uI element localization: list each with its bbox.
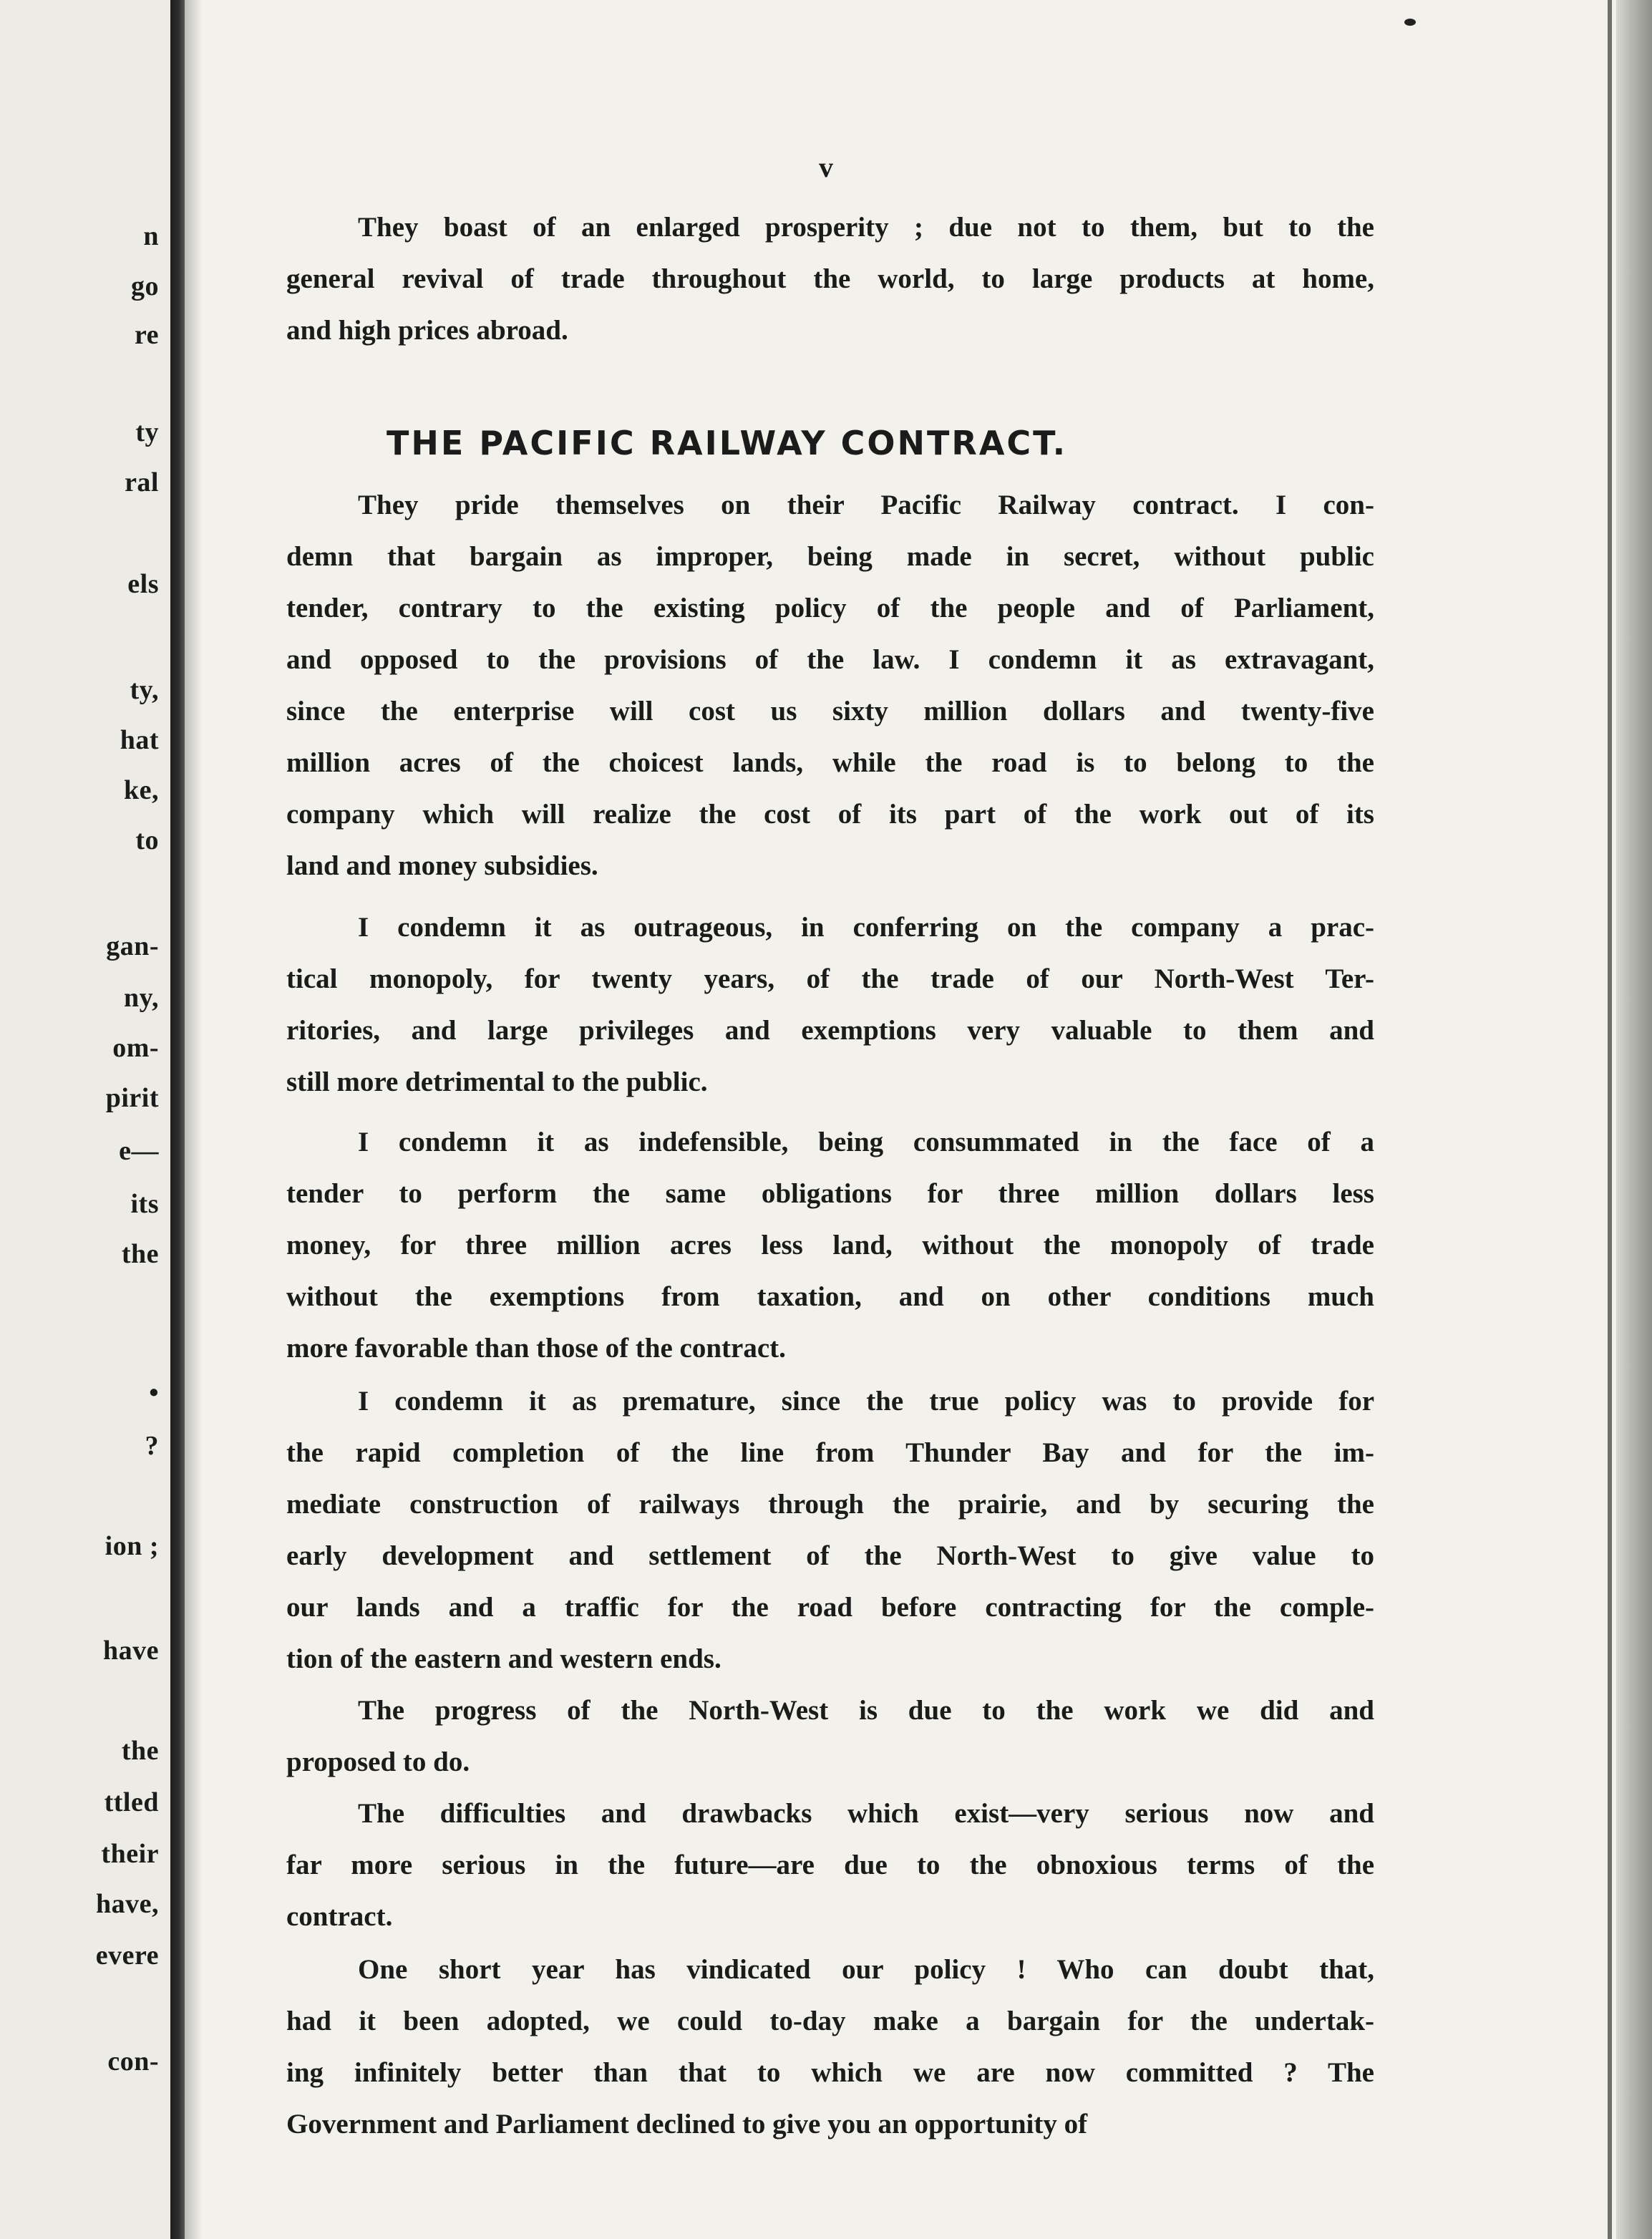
text-line: had it been adopted, we could to-day make a bargain for the undertak- bbox=[286, 2006, 1374, 2036]
left-facing-page bbox=[0, 0, 170, 2239]
left-page-fragment: go bbox=[131, 271, 159, 301]
text-line: our lands and a traffic for the road before contracting for the comple- bbox=[286, 1592, 1374, 1623]
left-page-fragment: ty bbox=[135, 417, 159, 447]
text-line: I condemn it as outrageous, in conferring on the company a prac- bbox=[358, 912, 1374, 943]
text-line: land and money subsidies. bbox=[286, 850, 598, 881]
left-page-fragment: have, bbox=[96, 1889, 159, 1919]
gutter-shadow bbox=[185, 0, 202, 2239]
left-page-fragment: ral bbox=[125, 467, 159, 497]
left-page-fragment: ion ; bbox=[105, 1531, 159, 1561]
text-line: and high prices abroad. bbox=[286, 315, 568, 346]
text-line: The progress of the North-West is due to the work we did and bbox=[358, 1695, 1374, 1726]
left-page-fragment: e— bbox=[119, 1136, 159, 1166]
left-page-fragment: to bbox=[135, 825, 159, 855]
page-number: v bbox=[819, 151, 833, 183]
text-line: still more detrimental to the public. bbox=[286, 1067, 708, 1097]
text-line: and opposed to the provisions of the law. I condemn it as extravagant, bbox=[286, 644, 1374, 675]
book-gutter bbox=[170, 0, 185, 2239]
text-line: mediate construction of railways through the prairie, and by securing the bbox=[286, 1489, 1374, 1520]
text-line: One short year has vindicated our policy ! Who can doubt that, bbox=[358, 1954, 1374, 1985]
left-page-fragment: its bbox=[130, 1189, 159, 1219]
text-line: I condemn it as indefensible, being consummated in the face of a bbox=[358, 1127, 1374, 1157]
left-page-fragment: have bbox=[103, 1636, 159, 1666]
text-line: ritories, and large privileges and exemptions very valuable to them and bbox=[286, 1015, 1374, 1046]
left-page-fragment: re bbox=[134, 320, 159, 350]
section-heading: THE PACIFIC RAILWAY CONTRACT. bbox=[387, 424, 1068, 462]
text-line: They pride themselves on their Pacific Railway contract. I con- bbox=[358, 490, 1374, 520]
text-line: They boast of an enlarged prosperity ; due not to them, but to the bbox=[358, 212, 1374, 243]
text-line: since the enterprise will cost us sixty million dollars and twenty-five bbox=[286, 696, 1374, 727]
text-line: demn that bargain as improper, being made in secret, without public bbox=[286, 541, 1374, 572]
text-line: tical monopoly, for twenty years, of the trade of our North-West Ter- bbox=[286, 963, 1374, 994]
left-page-fragment: els bbox=[127, 569, 159, 599]
page-edge-line bbox=[1608, 0, 1612, 2239]
text-line: I condemn it as premature, since the true policy was to provide for bbox=[358, 1386, 1374, 1417]
text-line: tion of the eastern and western ends. bbox=[286, 1643, 721, 1674]
left-page-fragment: n bbox=[143, 221, 159, 251]
text-line: the rapid completion of the line from Thunder Bay and for the im- bbox=[286, 1437, 1374, 1468]
text-line: tender, contrary to the existing policy of the people and of Parliament, bbox=[286, 593, 1374, 623]
left-page-fragment: ny, bbox=[123, 983, 159, 1013]
text-line: general revival of trade throughout the world, to large products at home, bbox=[286, 263, 1374, 294]
text-line: ing infinitely better than that to which we are now committed ? The bbox=[286, 2057, 1374, 2088]
text-line: The difficulties and drawbacks which exist—very serious now and bbox=[358, 1798, 1374, 1829]
text-line: proposed to do. bbox=[286, 1747, 470, 1777]
left-page-fragment: evere bbox=[95, 1941, 159, 1971]
ink-speck bbox=[1404, 19, 1416, 26]
left-page-fragment: ttled bbox=[104, 1787, 159, 1817]
right-page-edge bbox=[1616, 0, 1652, 2239]
text-line: company which will realize the cost of its part of the work out of its bbox=[286, 799, 1374, 830]
left-page-fragment: the bbox=[121, 1736, 159, 1766]
left-page-fragment: ke, bbox=[124, 775, 159, 805]
text-line: money, for three million acres less land, without the monopoly of trade bbox=[286, 1230, 1374, 1261]
left-page-fragment: the bbox=[121, 1239, 159, 1269]
left-page-fragment: om- bbox=[112, 1033, 159, 1063]
left-page-fragment: pirit bbox=[105, 1083, 159, 1113]
text-line: contract. bbox=[286, 1901, 393, 1932]
left-page-fragment: gan- bbox=[106, 931, 159, 961]
text-line: far more serious in the future—are due to the obnoxious terms of the bbox=[286, 1850, 1374, 1880]
text-line: more favorable than those of the contract. bbox=[286, 1333, 786, 1364]
text-line: Government and Parliament declined to give you an opportunity of bbox=[286, 2109, 1088, 2140]
left-page-fragment: their bbox=[101, 1839, 159, 1869]
text-line: early development and settlement of the North-West to give value to bbox=[286, 1540, 1374, 1571]
left-page-fragment: con- bbox=[107, 2046, 159, 2077]
left-page-fragment: ty, bbox=[130, 675, 159, 705]
left-page-fragment: hat bbox=[120, 725, 159, 755]
text-line: tender to perform the same obligations for three million dollars less bbox=[286, 1178, 1374, 1209]
left-page-fragment: ? bbox=[145, 1431, 159, 1461]
text-line: without the exemptions from taxation, and on other conditions much bbox=[286, 1281, 1374, 1312]
text-line: million acres of the choicest lands, while the road is to belong to the bbox=[286, 747, 1374, 778]
left-page-fragment: • bbox=[149, 1378, 159, 1408]
